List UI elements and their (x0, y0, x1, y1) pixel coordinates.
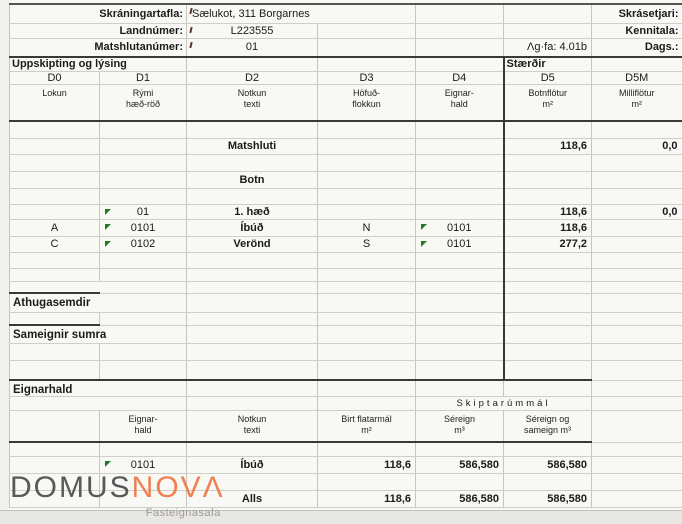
empty-cell (10, 442, 100, 456)
assessment-unit-number-label: Matshlutanúmer: (10, 38, 187, 57)
empty-cell (416, 121, 504, 138)
land-number-cell (187, 23, 318, 38)
empty-cell (416, 154, 504, 171)
ownership-header-eignarhald: Eignar- hald (100, 410, 187, 442)
floor-label: 1. hæð (187, 204, 318, 219)
empty-cell (100, 138, 187, 154)
property-registration-table (9, 3, 682, 508)
empty-cell (416, 188, 504, 204)
row-label-botn: Botn (187, 171, 318, 188)
table-row (10, 23, 682, 38)
shared-section-cell (10, 325, 107, 343)
sizes-section-title: Stærðir (504, 57, 592, 71)
empty-cell (504, 252, 592, 268)
empty-cell (187, 154, 318, 171)
column-header-notkun: Notkun texti (187, 84, 318, 121)
empty-cell (100, 325, 187, 343)
matshluti-botnflotur-value: 118,6 (504, 138, 592, 154)
empty-cell (416, 343, 504, 360)
volume-group-title: Skiptarúmmál (416, 396, 592, 410)
empty-cell (318, 121, 416, 138)
column-code-d3: D3 (318, 71, 416, 84)
empty-cell (504, 4, 592, 23)
table-row (10, 84, 682, 121)
registration-table-label: Skráningartafla: (10, 4, 187, 23)
property-name-cell (187, 4, 416, 23)
unit-botnflotur-value: 118,6 (504, 219, 592, 236)
unit-flokkun-value: N (318, 219, 416, 236)
table-row (10, 343, 682, 360)
empty-cell (318, 380, 416, 396)
empty-cell (416, 4, 504, 23)
empty-cell (10, 360, 100, 380)
empty-cell (416, 380, 504, 396)
table-row (10, 138, 682, 154)
empty-cell (187, 396, 318, 410)
cell-note-flag-icon (421, 241, 427, 247)
empty-cell (592, 57, 682, 71)
date-label: Dags.: (592, 38, 682, 57)
empty-cell (318, 268, 416, 281)
unit-eignarhald-value: 0101 (447, 238, 472, 250)
empty-cell (592, 236, 682, 252)
unit-rymi-cell (100, 236, 187, 252)
empty-cell (187, 442, 318, 456)
empty-cell (416, 23, 504, 38)
floor-botnflotur-value: 118,6 (504, 204, 592, 219)
logo-text-nova: NOVΛ (131, 471, 225, 504)
unit-notkun-value: Verönd (187, 236, 318, 252)
cell-note-flag-icon (105, 461, 111, 467)
empty-cell (416, 360, 504, 380)
table-row (10, 38, 682, 57)
empty-cell (592, 442, 682, 456)
table-row (10, 71, 682, 84)
empty-cell (592, 360, 682, 380)
empty-cell (100, 188, 187, 204)
table-row (10, 252, 682, 268)
empty-cell (592, 490, 682, 507)
unit-rymi-cell (100, 219, 187, 236)
empty-cell (318, 293, 416, 312)
floor-number-cell (100, 204, 187, 219)
empty-cell (318, 188, 416, 204)
empty-cell (318, 473, 416, 490)
empty-cell (504, 281, 592, 293)
empty-cell (10, 171, 100, 188)
empty-cell (416, 57, 504, 71)
table-row (10, 121, 682, 138)
empty-cell (416, 204, 504, 219)
table-row (10, 410, 682, 442)
ownership-section-cell (10, 380, 100, 396)
empty-cell (592, 268, 682, 281)
text-format-tick-icon (189, 26, 192, 32)
empty-cell (318, 281, 416, 293)
empty-cell (318, 23, 416, 38)
table-row (10, 380, 682, 396)
empty-cell (10, 312, 100, 325)
empty-cell (416, 293, 504, 312)
unit-rymi-value: 0101 (130, 221, 156, 234)
empty-cell (416, 38, 504, 57)
empty-cell (416, 312, 504, 325)
logo-tagline: Fasteignasala (145, 507, 221, 519)
empty-cell (187, 121, 318, 138)
totals-label: Alls (187, 490, 318, 507)
empty-cell (187, 57, 318, 71)
empty-cell (318, 360, 416, 380)
empty-cell (592, 293, 682, 312)
table-row (10, 188, 682, 204)
column-code-d0: D0 (10, 71, 100, 84)
empty-cell (318, 154, 416, 171)
table-row (10, 236, 682, 252)
empty-cell (416, 252, 504, 268)
table-row (10, 57, 682, 71)
empty-cell (10, 138, 100, 154)
empty-cell (100, 268, 187, 281)
empty-cell (187, 312, 318, 325)
version-value: Λg·fa: 4.01b (504, 38, 592, 57)
ownership-sereign-value: 586,580 (416, 456, 504, 473)
empty-cell (187, 293, 318, 312)
empty-cell (187, 268, 318, 281)
empty-cell (187, 380, 318, 396)
empty-cell (504, 121, 592, 138)
empty-cell (504, 171, 592, 188)
ownership-header-sereign: Séreign m³ (416, 410, 504, 442)
empty-cell (318, 171, 416, 188)
empty-cell (416, 138, 504, 154)
notes-section-title: Athugasemdir (13, 297, 91, 309)
empty-cell (318, 325, 416, 343)
empty-cell (10, 252, 100, 268)
table-row (10, 312, 682, 325)
ownership-header-sereign-sameign: Séreign og sameign m³ (504, 410, 592, 442)
table-row (10, 268, 682, 281)
column-header-rymi: Rými hæð-röð (100, 84, 187, 121)
empty-cell (416, 171, 504, 188)
column-header-lokun: Lokun (10, 84, 100, 121)
floor-number-value: 01 (136, 205, 150, 218)
empty-cell (187, 360, 318, 380)
cell-note-flag-icon (421, 224, 427, 230)
empty-cell (592, 171, 682, 188)
table-row (10, 204, 682, 219)
unit-eignarhald-value: 0101 (447, 221, 472, 234)
empty-cell (10, 268, 100, 281)
shared-section-title: Sameignir sumra (13, 329, 107, 341)
empty-cell (318, 57, 416, 71)
empty-cell (592, 325, 682, 343)
table-row (10, 154, 682, 171)
empty-cell (100, 360, 187, 380)
empty-cell (592, 456, 682, 473)
empty-cell (10, 410, 100, 442)
empty-cell (416, 473, 504, 490)
empty-cell (416, 325, 504, 343)
empty-cell (504, 360, 592, 380)
domusnova-logo (10, 471, 225, 524)
empty-cell (504, 188, 592, 204)
column-code-d1: D1 (100, 71, 187, 84)
unit-botnflotur-value: 277,2 (504, 236, 592, 252)
column-code-d2: D2 (187, 71, 318, 84)
table-row (10, 396, 682, 410)
empty-cell (416, 281, 504, 293)
cell-note-flag-icon (105, 224, 111, 230)
cell-note-flag-icon (105, 209, 111, 215)
empty-cell (504, 343, 592, 360)
empty-cell (592, 473, 682, 490)
empty-cell (10, 121, 100, 138)
assessment-unit-number-cell (187, 38, 318, 57)
empty-cell (10, 188, 100, 204)
ownership-notkun-value: Íbúð (187, 456, 318, 473)
empty-cell (100, 171, 187, 188)
column-header-eignarhald: Eignar- hald (416, 84, 504, 121)
empty-cell (504, 442, 592, 456)
table-row (10, 360, 682, 380)
table-row (10, 219, 682, 236)
empty-cell (100, 252, 187, 268)
column-code-d5m: D5M (592, 71, 682, 84)
assessment-unit-number-value: 01 (245, 41, 259, 54)
empty-cell (504, 293, 592, 312)
empty-cell (318, 38, 416, 57)
table-row (10, 281, 682, 293)
column-header-hofudflokkun: Höfuð- flokkun (318, 84, 416, 121)
empty-cell (187, 252, 318, 268)
empty-cell (10, 154, 100, 171)
empty-cell (592, 380, 682, 396)
empty-cell (100, 343, 187, 360)
scan-left-margin (0, 0, 9, 524)
empty-cell (100, 281, 187, 293)
empty-cell (318, 138, 416, 154)
land-number-value: L223555 (230, 24, 274, 37)
ownership-flatarmal-value: 118,6 (318, 456, 416, 473)
empty-cell (592, 188, 682, 204)
empty-cell (592, 154, 682, 171)
logo-text-domus: DOMUS (10, 471, 132, 504)
kennitala-label: Kennitala: (592, 23, 682, 38)
totals-sereign-value: 586,580 (416, 490, 504, 507)
empty-cell (318, 252, 416, 268)
table-row (10, 4, 682, 23)
empty-cell (187, 343, 318, 360)
empty-cell (10, 281, 100, 293)
empty-cell (592, 121, 682, 138)
empty-cell (10, 343, 100, 360)
empty-cell (592, 219, 682, 236)
land-number-label: Landnúmer: (10, 23, 187, 38)
ownership-header-birt-flatarmal: Birt flatarmál m² (318, 410, 416, 442)
empty-cell (318, 204, 416, 219)
empty-cell (592, 252, 682, 268)
empty-cell (504, 325, 592, 343)
empty-cell (100, 380, 187, 396)
empty-cell (100, 442, 187, 456)
matshluti-milliflotur-value: 0,0 (592, 138, 682, 154)
empty-cell (187, 281, 318, 293)
column-code-d5: D5 (504, 71, 592, 84)
empty-cell (504, 473, 592, 490)
empty-cell (318, 396, 416, 410)
table-row (10, 293, 682, 312)
table-row (10, 442, 682, 456)
unit-notkun-value: Íbúð (187, 219, 318, 236)
notes-section-cell (10, 293, 100, 312)
empty-cell (10, 204, 100, 219)
unit-eignarhald-cell (416, 219, 504, 236)
ownership-header-notkun: Notkun texti (187, 410, 318, 442)
unit-rymi-value: 0102 (130, 238, 156, 250)
empty-cell (592, 343, 682, 360)
empty-cell (318, 312, 416, 325)
empty-cell (504, 154, 592, 171)
registrar-label: Skrásetjari: (592, 4, 682, 23)
table-row (10, 171, 682, 188)
empty-cell (100, 121, 187, 138)
cell-note-flag-icon (105, 241, 111, 247)
empty-cell (504, 23, 592, 38)
unit-lokun-value: A (10, 219, 100, 236)
empty-cell (318, 343, 416, 360)
unit-lokun-value: C (10, 236, 100, 252)
empty-cell (187, 325, 318, 343)
empty-cell (318, 442, 416, 456)
empty-cell (100, 312, 187, 325)
floor-milliflotur-value: 0,0 (592, 204, 682, 219)
unit-eignarhald-cell (416, 236, 504, 252)
empty-cell (100, 293, 187, 312)
table-row (10, 325, 682, 343)
column-header-milliflotur: Milliflötur m² (592, 84, 682, 121)
column-code-d4: D4 (416, 71, 504, 84)
empty-cell (592, 312, 682, 325)
ownership-section-title: Eignarhald (13, 384, 73, 396)
split-section-title: Uppskipting og lýsing (10, 57, 187, 71)
empty-cell (416, 442, 504, 456)
ownership-samtals-value: 586,580 (504, 456, 592, 473)
empty-cell (416, 268, 504, 281)
row-label-matshluti: Matshluti (187, 138, 318, 154)
empty-cell (504, 268, 592, 281)
empty-cell (592, 410, 682, 442)
empty-cell (592, 396, 682, 410)
empty-cell (187, 188, 318, 204)
empty-cell (592, 281, 682, 293)
empty-cell (504, 380, 592, 396)
property-name-value: Sælukot, 311 Borgarnes (192, 7, 310, 20)
totals-samtals-value: 586,580 (504, 490, 592, 507)
ownership-unit-value: 0101 (130, 458, 156, 471)
totals-flatarmal-value: 118,6 (318, 490, 416, 507)
unit-flokkun-value: S (318, 236, 416, 252)
empty-cell (504, 312, 592, 325)
text-format-tick-icon (189, 41, 192, 47)
empty-cell (100, 154, 187, 171)
empty-cell (10, 396, 187, 410)
column-header-botnflotur: Botnflötur m² (504, 84, 592, 121)
